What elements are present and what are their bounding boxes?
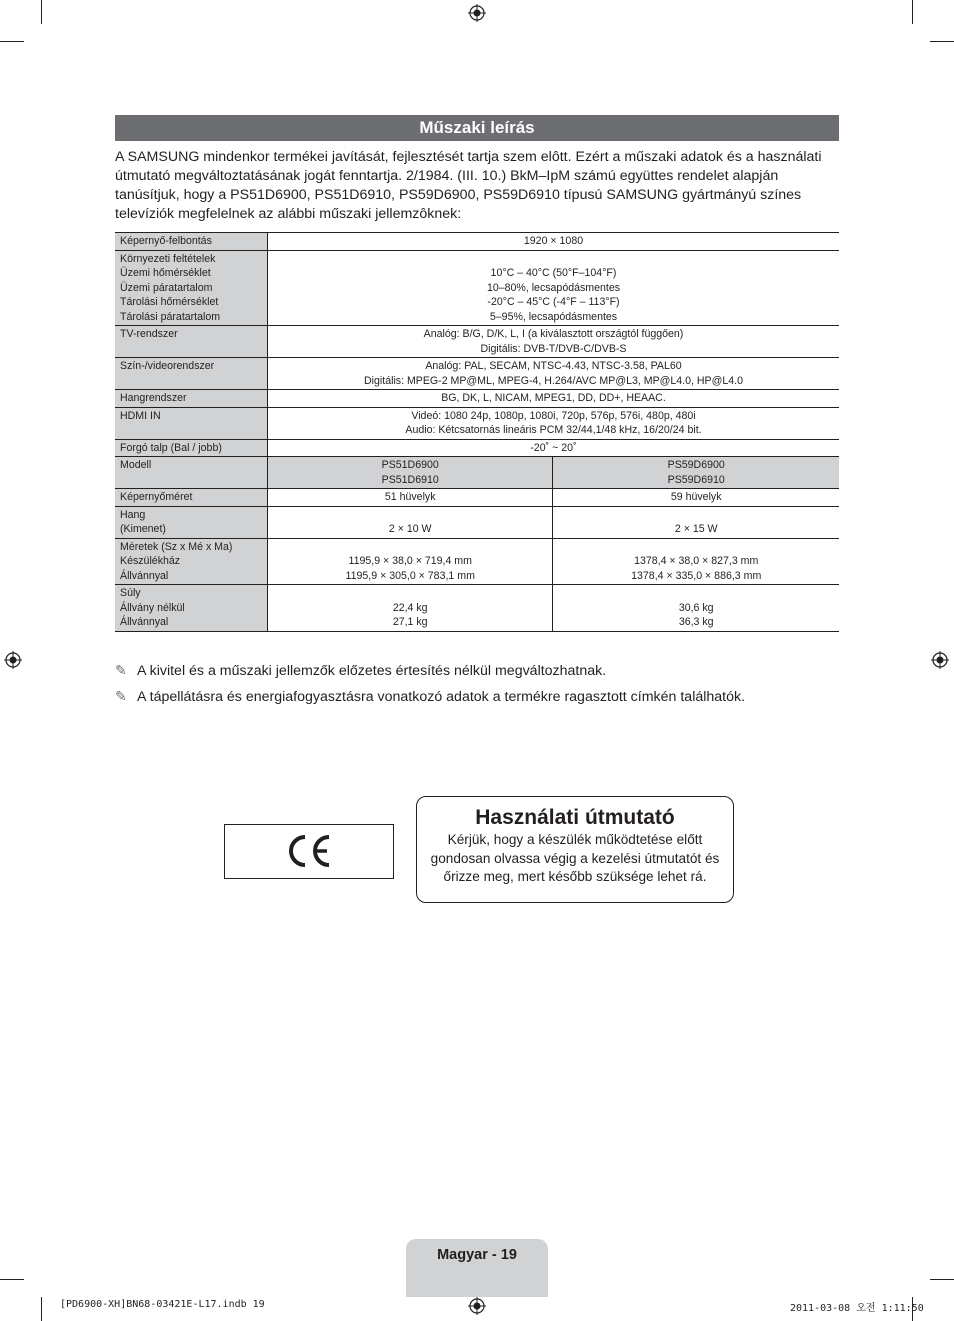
spec-label: Képernyőméret	[115, 489, 268, 507]
table-row	[115, 326, 839, 358]
table-row	[115, 489, 839, 507]
registration-mark-icon	[468, 4, 486, 22]
spec-label: Hang (Kimenet)	[115, 506, 268, 538]
spec-label: Méretek (Sz x Mé x Ma) Készülékház Állvánnyal	[115, 538, 268, 585]
crop-mark	[0, 41, 24, 42]
ce-mark-icon	[285, 834, 333, 868]
crop-mark	[41, 0, 42, 24]
spec-value: -20˚ ~ 20˚	[268, 439, 840, 457]
page-label: Magyar - 19	[437, 1247, 517, 1263]
spec-label: Modell	[115, 457, 268, 489]
section-header	[115, 115, 839, 141]
spec-label: Szín-/videorendszer	[115, 358, 268, 390]
intro-line: tanúsítjuk, hogy a PS51D6900, PS51D6910, PS59D6900, PS59D6910 típusú SAMSUNG gyártmányú színes	[115, 187, 802, 203]
spec-label: Környezeti feltételek Üzemi hőmérséklet Üzemi páratartalom Tárolási hőmérséklet Tárolási páratartalom	[115, 250, 268, 326]
manual-text: Kérjük, hogy a készülék működtetése előtt gondosan olvassa végig a kezelési útmutatót és őrizze meg, mert később szüksége lehet rá.	[430, 832, 720, 884]
spec-table	[115, 232, 839, 632]
spec-value: Videó: 1080 24p, 1080p, 1080i, 720p, 576p, 576i, 480p, 480i Audio: Kétcsatornás lineáris PCM 32/44,1/48 kHz, 16/20/24 bit.	[268, 407, 840, 439]
table-row	[115, 585, 839, 632]
spec-value: 2 × 10 W	[268, 506, 553, 538]
spec-value: Analóg: PAL, SECAM, NTSC-4.43, NTSC-3.58, PAL60 Digitális: MPEG-2 MP@ML, MPEG-4, H.264/AVC MP@L3, MP@L4.0, HP@L4.0	[268, 358, 840, 390]
pencil-note-icon: ✎	[115, 663, 127, 679]
crop-mark	[0, 1279, 24, 1280]
footer-timestamp: 2011-03-08 오전 1:11:50	[790, 1303, 924, 1314]
table-row	[115, 506, 839, 538]
spec-value: 59 hüvelyk	[553, 489, 839, 507]
intro-line: A SAMSUNG mindenkor termékei javítását, fejlesztését tartja szem elôtt. Ezért a műszaki adatok és a használati	[115, 149, 822, 165]
registration-mark-icon	[931, 651, 949, 669]
spec-label: TV-rendszer	[115, 326, 268, 358]
table-row	[115, 233, 839, 251]
spec-label: HDMI IN	[115, 407, 268, 439]
spec-value: PS51D6900 PS51D6910	[268, 457, 553, 489]
spec-value: 1920 × 1080	[268, 233, 840, 251]
table-row	[115, 457, 839, 489]
spec-value: 1378,4 × 38,0 × 827,3 mm 1378,4 × 335,0 × 886,3 mm	[553, 538, 839, 585]
table-row	[115, 358, 839, 390]
table-row	[115, 538, 839, 585]
spec-value: 2 × 15 W	[553, 506, 839, 538]
table-row	[115, 250, 839, 326]
pencil-note-icon: ✎	[115, 689, 127, 705]
registration-mark-icon	[4, 651, 22, 669]
note-item	[115, 662, 606, 681]
spec-value: BG, DK, L, NICAM, MPEG1, DD, DD+, HEAAC.	[268, 390, 840, 408]
crop-mark	[930, 41, 954, 42]
note-text: A tápellátásra és energiafogyasztásra vonatkozó adatok a termékre ragasztott címkén találhatók.	[137, 689, 746, 705]
footer-file: [PD6900-XH]BN68-03421E-L17.indb 19	[60, 1299, 265, 1310]
spec-value: 10°C – 40°C (50°F–104°F) 10–80%, lecsapódásmentes -20°C – 45°C (-4°F – 113°F) 5–95%, lecsapódásmentes	[268, 250, 840, 326]
ce-mark-box	[224, 824, 394, 879]
spec-value: 1195,9 × 38,0 × 719,4 mm 1195,9 × 305,0 × 783,1 mm	[268, 538, 553, 585]
table-row	[115, 439, 839, 457]
spec-value: 51 hüvelyk	[268, 489, 553, 507]
note-text: A kivitel és a műszaki jellemzők előzetes értesítés nélkül megváltozhatnak.	[137, 663, 607, 679]
spec-value: Analóg: B/G, D/K, L, I (a kiválasztott országtól függően) Digitális: DVB-T/DVB-C/DVB-S	[268, 326, 840, 358]
registration-mark-icon	[468, 1297, 486, 1315]
spec-label: Hangrendszer	[115, 390, 268, 408]
spec-label: Súly Állvány nélkül Állvánnyal	[115, 585, 268, 632]
crop-mark	[930, 1279, 954, 1280]
spec-value: 30,6 kg 36,3 kg	[553, 585, 839, 632]
spec-value: PS59D6900 PS59D6910	[553, 457, 839, 489]
spec-label: Forgó talp (Bal / jobb)	[115, 439, 268, 457]
intro-line: útmutató megváltoztatásának jogát fenntartja. 2/1984. (III. 10.) BkM–IpM számú együttes rendelet alapján	[115, 168, 779, 184]
manual-title: Használati útmutató	[475, 806, 675, 829]
note-item	[115, 688, 745, 707]
intro-line: televíziók megfelelnek az alábbi műszaki jellemzôknek:	[115, 206, 462, 222]
page-number-tab	[406, 1239, 548, 1297]
spec-label: Képernyő-felbontás	[115, 233, 268, 251]
spec-value: 22,4 kg 27,1 kg	[268, 585, 553, 632]
crop-mark	[41, 1297, 42, 1321]
table-row	[115, 407, 839, 439]
intro-paragraph	[115, 148, 839, 224]
manual-notice	[416, 796, 734, 903]
section-title: Műszaki leírás	[419, 118, 535, 137]
crop-mark	[912, 0, 913, 24]
table-row	[115, 390, 839, 408]
